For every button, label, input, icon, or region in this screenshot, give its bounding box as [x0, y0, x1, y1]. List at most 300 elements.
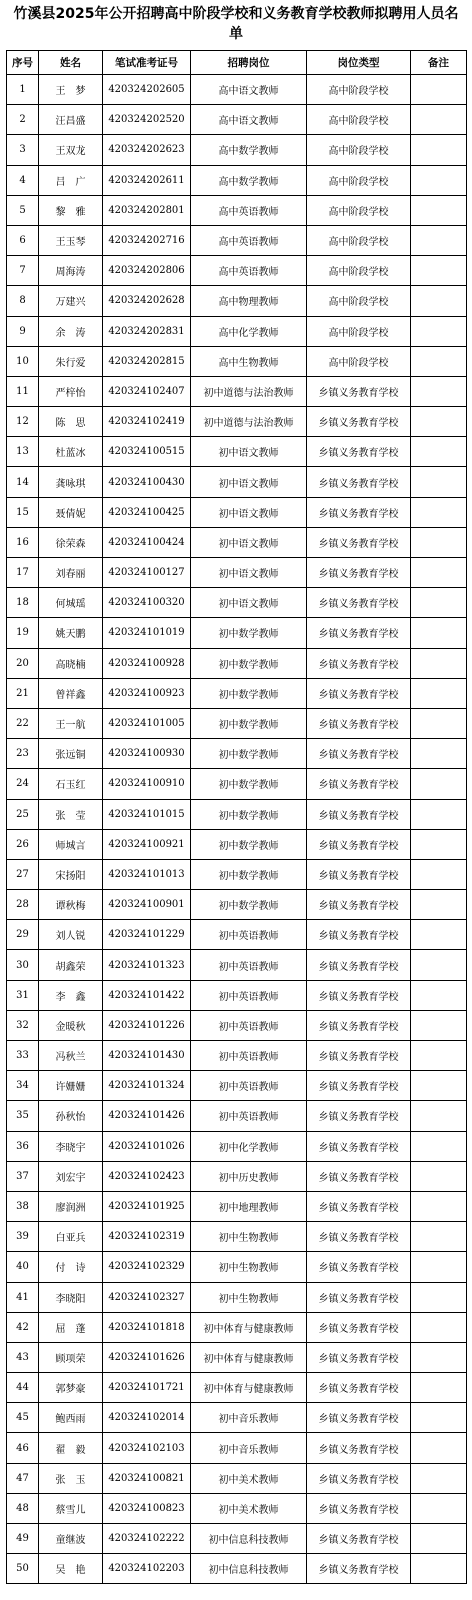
- table-row: [7, 346, 467, 376]
- row-index: 44: [7, 1373, 39, 1403]
- row-name: 杜蓝冰: [39, 437, 103, 467]
- row-exam-id: 420324101430: [103, 1041, 191, 1071]
- row-position: 初中英语教师: [191, 980, 307, 1010]
- row-index: 33: [7, 1041, 39, 1071]
- row-index: 10: [7, 346, 39, 376]
- row-position-type: 乡镇义务教育学校: [307, 980, 411, 1010]
- row-position: 初中英语教师: [191, 1010, 307, 1040]
- row-index: 46: [7, 1433, 39, 1463]
- row-exam-id: 420324101019: [103, 618, 191, 648]
- row-position-type: 乡镇义务教育学校: [307, 1373, 411, 1403]
- row-position-type: 乡镇义务教育学校: [307, 1222, 411, 1252]
- table-row: [7, 890, 467, 920]
- row-remarks: [411, 316, 467, 346]
- row-name: 王双龙: [39, 135, 103, 165]
- row-remarks: [411, 75, 467, 105]
- row-name: 石玉红: [39, 769, 103, 799]
- row-remarks: [411, 1312, 467, 1342]
- row-index: 2: [7, 105, 39, 135]
- row-position-type: 乡镇义务教育学校: [307, 769, 411, 799]
- row-remarks: [411, 1433, 467, 1463]
- row-exam-id: 420324100127: [103, 558, 191, 588]
- table-row: [7, 467, 467, 497]
- table-row: [7, 1433, 467, 1463]
- row-remarks: [411, 1373, 467, 1403]
- row-position-type: 乡镇义务教育学校: [307, 799, 411, 829]
- row-index: 26: [7, 829, 39, 859]
- row-remarks: [411, 678, 467, 708]
- row-exam-id: 420324101229: [103, 920, 191, 950]
- row-position-type: 高中阶段学校: [307, 225, 411, 255]
- table-row: [7, 829, 467, 859]
- table-row: [7, 195, 467, 225]
- row-remarks: [411, 467, 467, 497]
- header-exam-id: 笔试准考证号: [103, 51, 191, 75]
- table-row: [7, 286, 467, 316]
- row-position-type: 乡镇义务教育学校: [307, 1131, 411, 1161]
- row-position-type: 乡镇义务教育学校: [307, 1524, 411, 1554]
- row-position-type: 乡镇义务教育学校: [307, 1041, 411, 1071]
- row-position-type: 乡镇义务教育学校: [307, 739, 411, 769]
- row-name: 汪昌盛: [39, 105, 103, 135]
- row-exam-id: 420324102327: [103, 1282, 191, 1312]
- row-name: 李 鑫: [39, 980, 103, 1010]
- row-position: 初中英语教师: [191, 920, 307, 950]
- row-position-type: 乡镇义务教育学校: [307, 1493, 411, 1523]
- row-position-type: 高中阶段学校: [307, 75, 411, 105]
- table-row: [7, 1191, 467, 1221]
- header-position-type: 岗位类型: [307, 51, 411, 75]
- row-position: 初中英语教师: [191, 1041, 307, 1071]
- row-exam-id: 420324100910: [103, 769, 191, 799]
- row-position: 初中数学教师: [191, 859, 307, 889]
- table-row: [7, 105, 467, 135]
- row-remarks: [411, 1131, 467, 1161]
- row-name: 何城瑶: [39, 588, 103, 618]
- table-row: [7, 1101, 467, 1131]
- row-exam-id: 420324101005: [103, 708, 191, 738]
- row-position: 初中信息科技教师: [191, 1524, 307, 1554]
- row-name: 曾祥鑫: [39, 678, 103, 708]
- row-exam-id: 420324102423: [103, 1161, 191, 1191]
- row-index: 20: [7, 648, 39, 678]
- row-exam-id: 420324100923: [103, 678, 191, 708]
- row-remarks: [411, 1101, 467, 1131]
- row-exam-id: 420324100320: [103, 588, 191, 618]
- row-index: 40: [7, 1252, 39, 1282]
- table-row: [7, 316, 467, 346]
- row-exam-id: 420324102329: [103, 1252, 191, 1282]
- row-position-type: 乡镇义务教育学校: [307, 376, 411, 406]
- row-position-type: 乡镇义务教育学校: [307, 1252, 411, 1282]
- row-position-type: 乡镇义务教育学校: [307, 1010, 411, 1040]
- row-position-type: 乡镇义务教育学校: [307, 1282, 411, 1312]
- row-position: 初中数学教师: [191, 648, 307, 678]
- row-name: 师城言: [39, 829, 103, 859]
- row-exam-id: 420324100928: [103, 648, 191, 678]
- table-row: [7, 618, 467, 648]
- row-position-type: 乡镇义务教育学校: [307, 1101, 411, 1131]
- row-remarks: [411, 1403, 467, 1433]
- row-index: 5: [7, 195, 39, 225]
- table-body: [7, 75, 467, 1584]
- row-position-type: 乡镇义务教育学校: [307, 437, 411, 467]
- row-position-type: 高中阶段学校: [307, 195, 411, 225]
- row-position: 初中生物教师: [191, 1252, 307, 1282]
- row-position-type: 乡镇义务教育学校: [307, 588, 411, 618]
- row-remarks: [411, 829, 467, 859]
- row-index: 19: [7, 618, 39, 648]
- row-exam-id: 420324100921: [103, 829, 191, 859]
- row-position-type: 乡镇义务教育学校: [307, 1342, 411, 1372]
- row-index: 13: [7, 437, 39, 467]
- row-position: 初中语文教师: [191, 527, 307, 557]
- row-index: 12: [7, 407, 39, 437]
- row-exam-id: 420324101721: [103, 1373, 191, 1403]
- row-position: 高中数学教师: [191, 165, 307, 195]
- row-remarks: [411, 1282, 467, 1312]
- row-remarks: [411, 527, 467, 557]
- row-index: 18: [7, 588, 39, 618]
- row-index: 15: [7, 497, 39, 527]
- row-index: 24: [7, 769, 39, 799]
- row-position: 初中体育与健康教师: [191, 1342, 307, 1372]
- row-remarks: [411, 980, 467, 1010]
- row-position: 初中数学教师: [191, 890, 307, 920]
- row-name: 刘宏宇: [39, 1161, 103, 1191]
- row-exam-id: 420324101626: [103, 1342, 191, 1372]
- row-index: 37: [7, 1161, 39, 1191]
- row-index: 45: [7, 1403, 39, 1433]
- row-position: 高中生物教师: [191, 346, 307, 376]
- row-index: 21: [7, 678, 39, 708]
- row-position-type: 乡镇义务教育学校: [307, 1463, 411, 1493]
- table-row: [7, 165, 467, 195]
- row-position: 高中语文教师: [191, 105, 307, 135]
- row-exam-id: 420324202806: [103, 256, 191, 286]
- row-name: 童继波: [39, 1524, 103, 1554]
- header-row: [7, 51, 467, 75]
- row-position-type: 乡镇义务教育学校: [307, 558, 411, 588]
- row-remarks: [411, 950, 467, 980]
- row-exam-id: 420324100515: [103, 437, 191, 467]
- row-name: 徐荣森: [39, 527, 103, 557]
- row-index: 30: [7, 950, 39, 980]
- row-position: 初中生物教师: [191, 1282, 307, 1312]
- row-remarks: [411, 739, 467, 769]
- table-row: [7, 1554, 467, 1584]
- row-index: 48: [7, 1493, 39, 1523]
- row-position: 初中数学教师: [191, 829, 307, 859]
- table-row: [7, 799, 467, 829]
- table-row: [7, 225, 467, 255]
- table-row: [7, 1222, 467, 1252]
- row-position-type: 高中阶段学校: [307, 105, 411, 135]
- table-header: [7, 51, 467, 75]
- row-position: 初中语文教师: [191, 558, 307, 588]
- row-position: 初中语文教师: [191, 588, 307, 618]
- row-remarks: [411, 648, 467, 678]
- row-index: 35: [7, 1101, 39, 1131]
- row-position-type: 乡镇义务教育学校: [307, 618, 411, 648]
- row-index: 23: [7, 739, 39, 769]
- row-position: 高中化学教师: [191, 316, 307, 346]
- row-remarks: [411, 618, 467, 648]
- row-index: 42: [7, 1312, 39, 1342]
- row-position: 初中语文教师: [191, 497, 307, 527]
- row-name: 王一航: [39, 708, 103, 738]
- row-position-type: 乡镇义务教育学校: [307, 1071, 411, 1101]
- row-position: 初中化学教师: [191, 1131, 307, 1161]
- row-index: 34: [7, 1071, 39, 1101]
- row-name: 宋扬阳: [39, 859, 103, 889]
- row-remarks: [411, 437, 467, 467]
- row-name: 王玉琴: [39, 225, 103, 255]
- table-row: [7, 588, 467, 618]
- table-row: [7, 1041, 467, 1071]
- row-index: 43: [7, 1342, 39, 1372]
- row-remarks: [411, 708, 467, 738]
- row-remarks: [411, 1222, 467, 1252]
- row-name: 白亚兵: [39, 1222, 103, 1252]
- row-exam-id: 420324101925: [103, 1191, 191, 1221]
- row-position-type: 乡镇义务教育学校: [307, 497, 411, 527]
- row-exam-id: 420324202623: [103, 135, 191, 165]
- table-row: [7, 256, 467, 286]
- row-remarks: [411, 1524, 467, 1554]
- row-name: 聂倩妮: [39, 497, 103, 527]
- row-remarks: [411, 1041, 467, 1071]
- row-index: 39: [7, 1222, 39, 1252]
- row-index: 8: [7, 286, 39, 316]
- row-position: 初中语文教师: [191, 437, 307, 467]
- row-name: 万建兴: [39, 286, 103, 316]
- row-index: 31: [7, 980, 39, 1010]
- row-name: 王 梦: [39, 75, 103, 105]
- row-name: 陈 思: [39, 407, 103, 437]
- row-index: 38: [7, 1191, 39, 1221]
- row-name: 龚咏琪: [39, 467, 103, 497]
- row-exam-id: 420324101226: [103, 1010, 191, 1040]
- row-name: 翟 毅: [39, 1433, 103, 1463]
- row-remarks: [411, 195, 467, 225]
- row-index: 1: [7, 75, 39, 105]
- table-row: [7, 376, 467, 406]
- table-row: [7, 739, 467, 769]
- row-name: 张 莹: [39, 799, 103, 829]
- row-name: 吕 广: [39, 165, 103, 195]
- row-position-type: 高中阶段学校: [307, 135, 411, 165]
- table-row: [7, 1161, 467, 1191]
- row-exam-id: 420324101818: [103, 1312, 191, 1342]
- row-position-type: 乡镇义务教育学校: [307, 1161, 411, 1191]
- row-remarks: [411, 256, 467, 286]
- row-remarks: [411, 346, 467, 376]
- row-position: 高中英语教师: [191, 256, 307, 286]
- row-remarks: [411, 1463, 467, 1493]
- row-name: 冯秋兰: [39, 1041, 103, 1071]
- table-row: [7, 75, 467, 105]
- row-name: 屈 蓬: [39, 1312, 103, 1342]
- row-position: 初中体育与健康教师: [191, 1312, 307, 1342]
- header-index: 序号: [7, 51, 39, 75]
- row-position: 高中物理教师: [191, 286, 307, 316]
- row-exam-id: 420324101013: [103, 859, 191, 889]
- row-remarks: [411, 225, 467, 255]
- row-position: 初中历史教师: [191, 1161, 307, 1191]
- row-position: 初中美术教师: [191, 1463, 307, 1493]
- row-exam-id: 420324102419: [103, 407, 191, 437]
- table-row: [7, 920, 467, 950]
- row-remarks: [411, 920, 467, 950]
- row-position: 初中数学教师: [191, 799, 307, 829]
- table-row: [7, 407, 467, 437]
- row-position: 初中数学教师: [191, 678, 307, 708]
- row-exam-id: 420324100425: [103, 497, 191, 527]
- row-position-type: 乡镇义务教育学校: [307, 1191, 411, 1221]
- row-index: 11: [7, 376, 39, 406]
- table-row: [7, 135, 467, 165]
- row-position: 初中音乐教师: [191, 1433, 307, 1463]
- row-position: 初中数学教师: [191, 769, 307, 799]
- row-remarks: [411, 407, 467, 437]
- row-name: 周海涛: [39, 256, 103, 286]
- header-name: 姓名: [39, 51, 103, 75]
- row-index: 50: [7, 1554, 39, 1584]
- row-position: 初中音乐教师: [191, 1403, 307, 1433]
- row-exam-id: 420324100823: [103, 1493, 191, 1523]
- row-name: 孙秋怡: [39, 1101, 103, 1131]
- row-index: 47: [7, 1463, 39, 1493]
- row-index: 16: [7, 527, 39, 557]
- row-index: 22: [7, 708, 39, 738]
- row-exam-id: 420324202520: [103, 105, 191, 135]
- page-title: 竹溪县2025年公开招聘高中阶段学校和义务教育学校教师拟聘用人员名单: [13, 6, 459, 42]
- row-remarks: [411, 165, 467, 195]
- table-row: [7, 1071, 467, 1101]
- row-index: 28: [7, 890, 39, 920]
- row-name: 廖润洲: [39, 1191, 103, 1221]
- row-exam-id: 420324202611: [103, 165, 191, 195]
- row-exam-id: 420324102014: [103, 1403, 191, 1433]
- candidate-table: [6, 50, 467, 1584]
- row-name: 刘春丽: [39, 558, 103, 588]
- row-position-type: 乡镇义务教育学校: [307, 1403, 411, 1433]
- row-exam-id: 420324202801: [103, 195, 191, 225]
- row-index: 36: [7, 1131, 39, 1161]
- row-position: 初中道德与法治教师: [191, 376, 307, 406]
- row-name: 谭秋梅: [39, 890, 103, 920]
- row-position-type: 乡镇义务教育学校: [307, 678, 411, 708]
- row-position: 初中道德与法治教师: [191, 407, 307, 437]
- row-position-type: 乡镇义务教育学校: [307, 467, 411, 497]
- table-row: [7, 1403, 467, 1433]
- row-exam-id: 420324100821: [103, 1463, 191, 1493]
- row-exam-id: 420324202716: [103, 225, 191, 255]
- row-remarks: [411, 799, 467, 829]
- row-index: 14: [7, 467, 39, 497]
- row-position: 初中体育与健康教师: [191, 1373, 307, 1403]
- row-position: 初中地理教师: [191, 1191, 307, 1221]
- row-remarks: [411, 1252, 467, 1282]
- row-exam-id: 420324101026: [103, 1131, 191, 1161]
- row-name: 鲍西雨: [39, 1403, 103, 1433]
- row-position-type: 高中阶段学校: [307, 286, 411, 316]
- table-row: [7, 950, 467, 980]
- row-name: 张 玉: [39, 1463, 103, 1493]
- row-position-type: 乡镇义务教育学校: [307, 1312, 411, 1342]
- row-position-type: 乡镇义务教育学校: [307, 829, 411, 859]
- row-position-type: 乡镇义务教育学校: [307, 890, 411, 920]
- row-position: 初中数学教师: [191, 739, 307, 769]
- row-name: 严梓怡: [39, 376, 103, 406]
- row-exam-id: 420324100930: [103, 739, 191, 769]
- row-index: 4: [7, 165, 39, 195]
- row-exam-id: 420324202628: [103, 286, 191, 316]
- row-name: 金暖秋: [39, 1010, 103, 1040]
- row-exam-id: 420324102319: [103, 1222, 191, 1252]
- row-name: 张远铜: [39, 739, 103, 769]
- row-position-type: 乡镇义务教育学校: [307, 920, 411, 950]
- row-position-type: 高中阶段学校: [307, 256, 411, 286]
- row-exam-id: 420324202831: [103, 316, 191, 346]
- table-row: [7, 708, 467, 738]
- table-row: [7, 1342, 467, 1372]
- header-position: 招聘岗位: [191, 51, 307, 75]
- row-position: 初中英语教师: [191, 950, 307, 980]
- row-exam-id: 420324101422: [103, 980, 191, 1010]
- table-row: [7, 558, 467, 588]
- row-name: 吴 艳: [39, 1554, 103, 1584]
- row-index: 3: [7, 135, 39, 165]
- table-row: [7, 1373, 467, 1403]
- row-exam-id: 420324102222: [103, 1524, 191, 1554]
- row-exam-id: 420324102203: [103, 1554, 191, 1584]
- row-exam-id: 420324101426: [103, 1101, 191, 1131]
- row-remarks: [411, 1554, 467, 1584]
- row-exam-id: 420324100424: [103, 527, 191, 557]
- row-position: 高中语文教师: [191, 75, 307, 105]
- row-remarks: [411, 1071, 467, 1101]
- row-exam-id: 420324100430: [103, 467, 191, 497]
- row-exam-id: 420324102103: [103, 1433, 191, 1463]
- row-position-type: 高中阶段学校: [307, 346, 411, 376]
- row-exam-id: 420324202605: [103, 75, 191, 105]
- row-index: 17: [7, 558, 39, 588]
- row-index: 9: [7, 316, 39, 346]
- row-remarks: [411, 1161, 467, 1191]
- row-name: 胡鑫荣: [39, 950, 103, 980]
- row-remarks: [411, 286, 467, 316]
- table-row: [7, 769, 467, 799]
- row-name: 高晓楠: [39, 648, 103, 678]
- row-index: 49: [7, 1524, 39, 1554]
- row-remarks: [411, 1342, 467, 1372]
- row-position-type: 乡镇义务教育学校: [307, 859, 411, 889]
- row-remarks: [411, 135, 467, 165]
- row-position-type: 高中阶段学校: [307, 316, 411, 346]
- table-row: [7, 1524, 467, 1554]
- row-exam-id: 420324101323: [103, 950, 191, 980]
- row-position-type: 乡镇义务教育学校: [307, 527, 411, 557]
- table-row: [7, 1252, 467, 1282]
- row-name: 黎 雅: [39, 195, 103, 225]
- table-row: [7, 437, 467, 467]
- row-exam-id: 420324101015: [103, 799, 191, 829]
- table-row: [7, 527, 467, 557]
- table-row: [7, 1010, 467, 1040]
- row-name: 许姗姗: [39, 1071, 103, 1101]
